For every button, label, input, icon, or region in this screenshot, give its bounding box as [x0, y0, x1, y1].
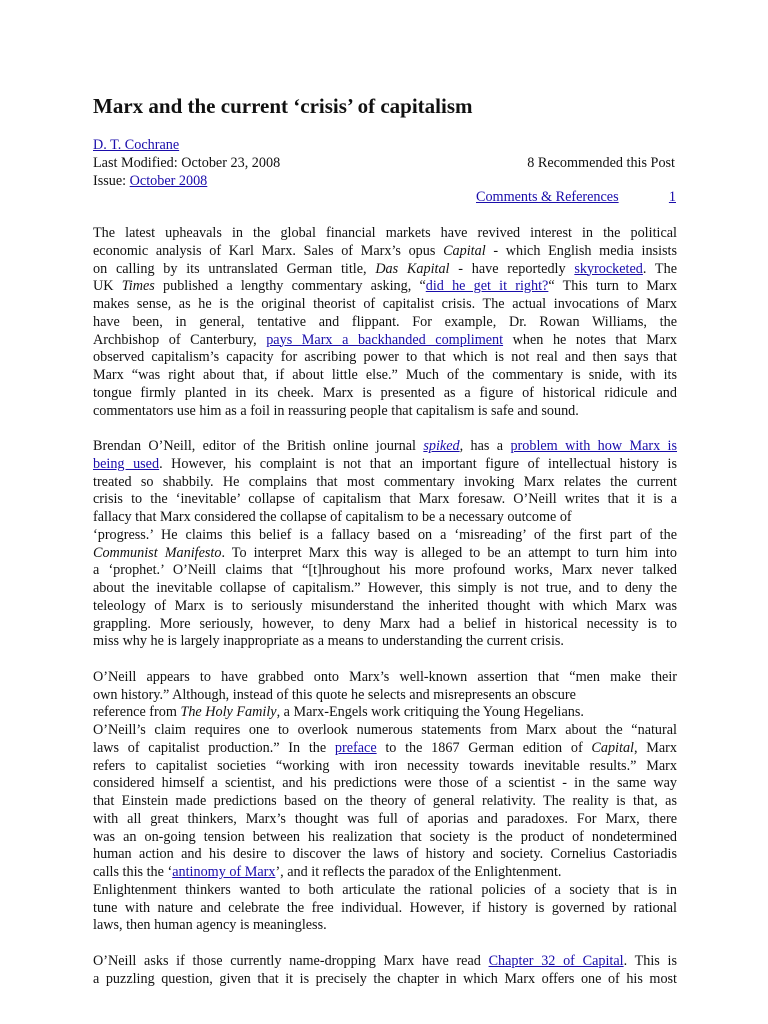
text-line: commentators use him as a foil in reassuring people that capitalism is safe and sound. — [93, 402, 579, 419]
text-line: O’Neill asks if those currently name-dropping Marx have read Chapter 32 of Capital. This is — [93, 952, 677, 969]
text-line: tune with nature and celebrate the free individual. However, if history is governed by rational — [93, 899, 677, 916]
chapter-32-link[interactable]: Chapter 32 of Capital — [488, 952, 624, 969]
comments-references-link[interactable]: Comments & References — [476, 189, 619, 205]
text-line: that Einstein made predictions based on the theory of general relativity. The reality is that, as — [93, 793, 677, 809]
backhanded-compliment-link[interactable]: pays Marx a backhanded compliment — [266, 331, 504, 348]
antinomy-of-marx-link[interactable]: antinomy of Marx — [172, 864, 276, 880]
spiked-link[interactable]: spiked — [423, 438, 460, 454]
text-line: calls this the ‘antinomy of Marx’, and it reflects the paradox of the Enlightenment. — [93, 864, 562, 880]
text-line: fallacy that Marx considered the collapse of capitalism to be a necessary outcome of — [93, 509, 572, 525]
text-line: Marx “was right about that, if about little else.” Much of the commentary is snide, with its — [93, 367, 677, 383]
text-line: being used. However, his complaint is not that an important figure of intellectual history is — [93, 455, 677, 472]
last-modified: Last Modified: October 23, 2008 — [93, 155, 281, 171]
text-line: laws, then human agency is meaningless. — [93, 917, 327, 934]
text-line: The latest upheavals in the global financial markets have revived interest in the political — [93, 225, 677, 241]
author-link[interactable]: D. T. Cochrane — [93, 137, 180, 153]
text-line: miss why he is largely inappropriate as a means to understanding the current crisis. — [93, 633, 564, 650]
text-line: economic analysis of Karl Marx. Sales of Marx’s opus Capital - which English media insists — [93, 242, 677, 259]
text-line: O’Neill appears to have grabbed onto Marx’s well-known assertion that “men make their — [93, 668, 677, 685]
comments-count-link[interactable]: 1 — [668, 189, 676, 205]
article-title: Marx and the current ‘crisis’ of capitalism — [93, 94, 473, 118]
being-used-link[interactable]: being used — [93, 455, 160, 472]
text-line: grappling. More seriously, however, to deny Marx had a belief in historical necessity is to — [93, 615, 677, 632]
issue-link[interactable]: October 2008 — [129, 173, 208, 189]
text-line: crisis to the ‘inevitable’ collapse of capitalism that Marx foresaw. O’Neill writes that it is a — [93, 491, 677, 508]
text-line: laws of capitalist production.” In the preface to the 1867 German edition of Capital, Marx — [93, 739, 677, 756]
text-line: on calling by its untranslated German title, Das Kapital - have reportedly skyrocketed. The — [93, 260, 677, 277]
text-line: makes sense, as he is the original theorist of capitalist crisis. The actual invocations of Marx — [93, 296, 677, 312]
text-line: ‘progress.’ He claims this belief is a fallacy based on a ‘misreading’ of the first part of the — [93, 526, 677, 543]
paragraph-2 — [93, 438, 677, 651]
text-line: tongue firmly planted in its cheek. Marx is presented as a figure of historical ridicule and — [93, 384, 677, 401]
text-line: have been, in general, tentative and flippant. For example, Dr. Rowan Williams, the — [93, 313, 677, 330]
paragraph-1 — [93, 225, 677, 420]
text-line: was an on-going tension between his realization that society is the product of nondetermined — [93, 828, 677, 845]
text-line: O’Neill’s claim requires one to overlook numerous statements from Marx about the “natural — [93, 722, 677, 738]
paragraph-4 — [93, 953, 677, 989]
text-line: own history.” Although, instead of this quote he selects and misrepresents an obscure — [93, 686, 576, 703]
text-line: considered himself a scientist, and his predictions were those of a scientist - in the same way — [93, 775, 677, 792]
article-meta — [93, 136, 677, 190]
text-line: UK Times published a lengthy commentary asking, “did he get it right?“ This turn to Marx — [93, 278, 677, 295]
text-line: Brendan O’Neill, editor of the British online journal spiked, has a problem with how Marx is — [93, 438, 678, 454]
text-line: reference from The Holy Family, a Marx-Engels work critiquing the Young Hegelians. — [93, 704, 584, 721]
comments-row — [476, 188, 676, 206]
text-line: with all great thinkers, Marx’s thought was full of aporias and paradoxes. For Marx, there — [93, 810, 677, 827]
text-line: Archbishop of Canterbury, pays Marx a backhanded compliment when he notes that Marx — [93, 331, 678, 348]
issue-label: Issue: — [93, 173, 130, 189]
text-line: Communist Manifesto. To interpret Marx this way is alleged to be an attempt to turn him into — [93, 544, 677, 561]
did-he-get-it-right-link[interactable]: did he get it right? — [425, 278, 549, 295]
text-line: teleology of Marx is to seriously misunderstand the inherited thought with which Marx was — [93, 597, 677, 614]
skyrocketed-link[interactable]: skyrocketed — [574, 260, 643, 277]
recommended-count: 8 Recommended this Post — [527, 155, 675, 171]
text-line: Enlightenment thinkers wanted to both articulate the rational policies of a society that is in — [93, 881, 677, 898]
problem-with-marx-link[interactable]: problem with how Marx is — [510, 438, 678, 454]
text-line: a puzzling question, given that it is precisely the chapter in which Marx offers one of his most — [93, 970, 677, 987]
text-line: treated so shabbily. He complains that most commentary invoking Marx relates the current — [93, 473, 677, 490]
text-line: human action and his desire to discover the laws of history and society. Cornelius Castoriadis — [93, 846, 677, 863]
article-body — [93, 225, 677, 1006]
preface-link[interactable]: preface — [334, 739, 377, 756]
text-line: observed capitalism’s capacity for ascribing power to that which is not real and then says that — [93, 349, 677, 366]
text-line: refers to capitalist societies “working with iron necessity towards inevitable results.” Marx — [93, 757, 677, 774]
text-line: about the inevitable collapse of capitalism.” However, this simply is not true, and to deny the — [93, 580, 677, 596]
text-line: a ‘prophet.’ O’Neill claims that “[t]hroughout his more profound works, Marx never talked — [93, 562, 677, 579]
paragraph-3 — [93, 669, 677, 935]
